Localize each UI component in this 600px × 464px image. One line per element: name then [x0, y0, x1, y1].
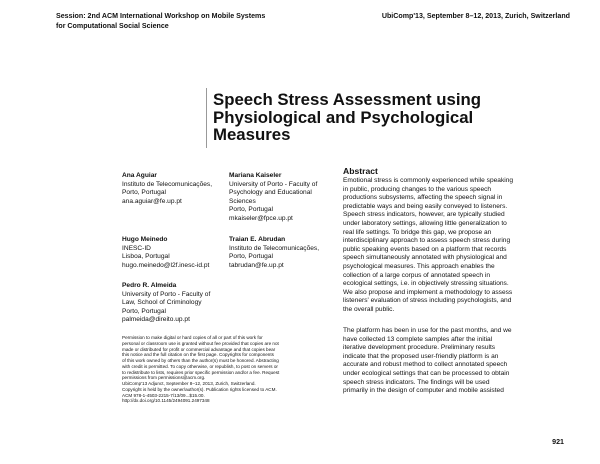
author-affiliation: Instituto de Telecomunicações,: [229, 244, 320, 252]
abstract-heading: Abstract: [343, 166, 378, 176]
permission-line: made or distributed for profit or commercial advantage and that copies bear: [122, 346, 276, 352]
author-affiliation: University of Porto - Faculty of: [122, 290, 211, 298]
abstract-line: psychological measures. This approach enables the: [343, 262, 495, 270]
permission-line: Permission to make digital or hard copies of all or part of this work for: [122, 335, 263, 340]
permission-line: ACM 978-1-4503-2215-7/13/09...$15.00.: [122, 392, 205, 398]
permission-line: personal or classroom use is granted without fee provided that copies are not: [122, 340, 279, 346]
doi-link[interactable]: http://dx.doi.org/10.1145/2494091.2497348: [122, 398, 210, 404]
abstract-line: in public, producing changes to the various speech: [343, 185, 492, 193]
author-affiliation: Sciences: [229, 197, 256, 205]
permission-notice: [122, 335, 330, 404]
header-line: for Computational Social Science: [56, 21, 169, 30]
author-abrudan: [229, 236, 319, 270]
abstract-line: accurate and robust method to collect annotated speech: [343, 361, 508, 369]
author-email: hugo.meinedo@l2f.inesc-id.pt: [122, 261, 210, 269]
abstract-line: under laboratory settings, allowing little generalization to: [343, 219, 507, 227]
author-name: Ana Aguiar: [122, 172, 157, 179]
author-email: mkaiseler@fpce.up.pt: [229, 214, 293, 222]
title-line: Physiological and Psychological: [213, 107, 474, 127]
abstract-line: real life settings. To bridge this gap, we propose an: [343, 228, 492, 236]
abstract-line: have collected 13 complete samples after the initial: [343, 335, 493, 343]
author-affiliation: Law, School of Criminology: [122, 299, 202, 307]
permission-line: Copyright is held by the owner/author(s). Publication rights licensed to ACM.: [122, 386, 277, 392]
author-affiliation: INESC-ID: [122, 244, 151, 252]
abstract-line: interdisciplinary approach to assess speech stress during: [343, 237, 511, 245]
author-location: Porto, Portugal: [122, 189, 166, 197]
author-email: tabrudan@fe.up.pt: [229, 261, 284, 269]
abstract-line: Emotional stress is commonly experienced while speaking: [343, 177, 514, 184]
title-line: Measures: [213, 125, 291, 144]
author-aguiar: [122, 172, 212, 206]
author-location: Porto, Portugal: [229, 206, 273, 214]
abstract-line: productions subsystems, affecting the speech signal in: [343, 194, 503, 202]
abstract-line: predictable ways and being easily conveyed to listeners.: [343, 202, 508, 210]
page-number: 921: [552, 438, 564, 446]
title-line: Speech Stress Assessment using: [213, 90, 481, 109]
abstract-line: the overall public.: [343, 305, 395, 313]
abstract-line: speech stress indicators. The findings will be used: [343, 378, 490, 386]
author-name: Traian E. Abrudan: [229, 236, 286, 243]
abstract-line: speech simultaneously annotated with physiological and: [343, 254, 507, 262]
abstract-line: iterative development procedure. Preliminary results: [343, 344, 496, 352]
running-header-conference: UbiComp'13, September 8–12, 2013, Zurich, Switzerland: [381, 12, 570, 20]
permission-line: with credit is permitted. To copy otherwise, or republish, to post on servers or: [122, 363, 278, 369]
permission-line: permissions from permissions@acm.org.: [122, 375, 206, 381]
abstract-paragraph-1: [343, 177, 578, 315]
author-affiliation: Instituto de Telecomunicações,: [122, 180, 213, 188]
abstract-line: The platform has been in use for the past months, and we: [343, 327, 512, 334]
author-meinedo: [122, 236, 209, 270]
permission-line: of this work owned by others than the author(s) must be honored. Abstracting: [122, 358, 279, 363]
author-location: Porto, Portugal: [122, 307, 166, 315]
permission-line: UbiComp'13 Adjunct, September 8–12, 2013, Zurich, Switzerland.: [122, 381, 256, 386]
abstract-line: under ecological settings that can be processed to obtain: [343, 369, 510, 377]
abstract-line: listeners' evaluation of stress including psychologists, and: [343, 297, 512, 305]
abstract-line: We also propose and implement a methodology to assess: [343, 288, 513, 296]
abstract-line: indicate that the proposed user-friendly platform is an: [343, 352, 499, 360]
author-almeida: [122, 282, 210, 325]
abstract-line: Speech stress indicators, however, are typically studied: [343, 211, 505, 219]
running-header-session: [56, 12, 386, 31]
abstract-line: collection of a large corpus of annotated speech in: [343, 271, 490, 279]
abstract-paragraph-2: [343, 327, 578, 396]
author-affiliation: Psychology and Educational: [229, 189, 312, 197]
author-name: Pedro R. Almeida: [122, 282, 177, 289]
author-email: palmeida@direito.up.pt: [122, 316, 190, 324]
abstract-line: ecological settings, i.e. in objectively stressing situations.: [343, 280, 509, 288]
author-name: Hugo Meinedo: [122, 236, 168, 243]
header-line: Session: 2nd ACM International Workshop on Mobile Systems: [56, 12, 266, 20]
author-location: Lisboa, Portugal: [122, 253, 170, 261]
permission-line: this notice and the full citation on the first page. Copyrights for components: [122, 352, 274, 358]
permission-line: to redistribute to lists, requires prior specific permission and/or a fee. Request: [122, 369, 280, 375]
author-location: Porto, Portugal: [229, 253, 273, 261]
author-email: ana.aguiar@fe.up.pt: [122, 197, 182, 205]
abstract-line: public speaking events based on a platform that records: [343, 245, 507, 253]
author-name: Mariana Kaiseler: [229, 172, 282, 179]
title-rule: [206, 88, 207, 148]
paper-title: [213, 91, 553, 144]
author-kaiseler: [229, 172, 317, 224]
abstract-line: primarily in the design of computer and mobile assisted: [343, 387, 504, 395]
author-affiliation: University of Porto - Faculty of: [229, 180, 318, 188]
